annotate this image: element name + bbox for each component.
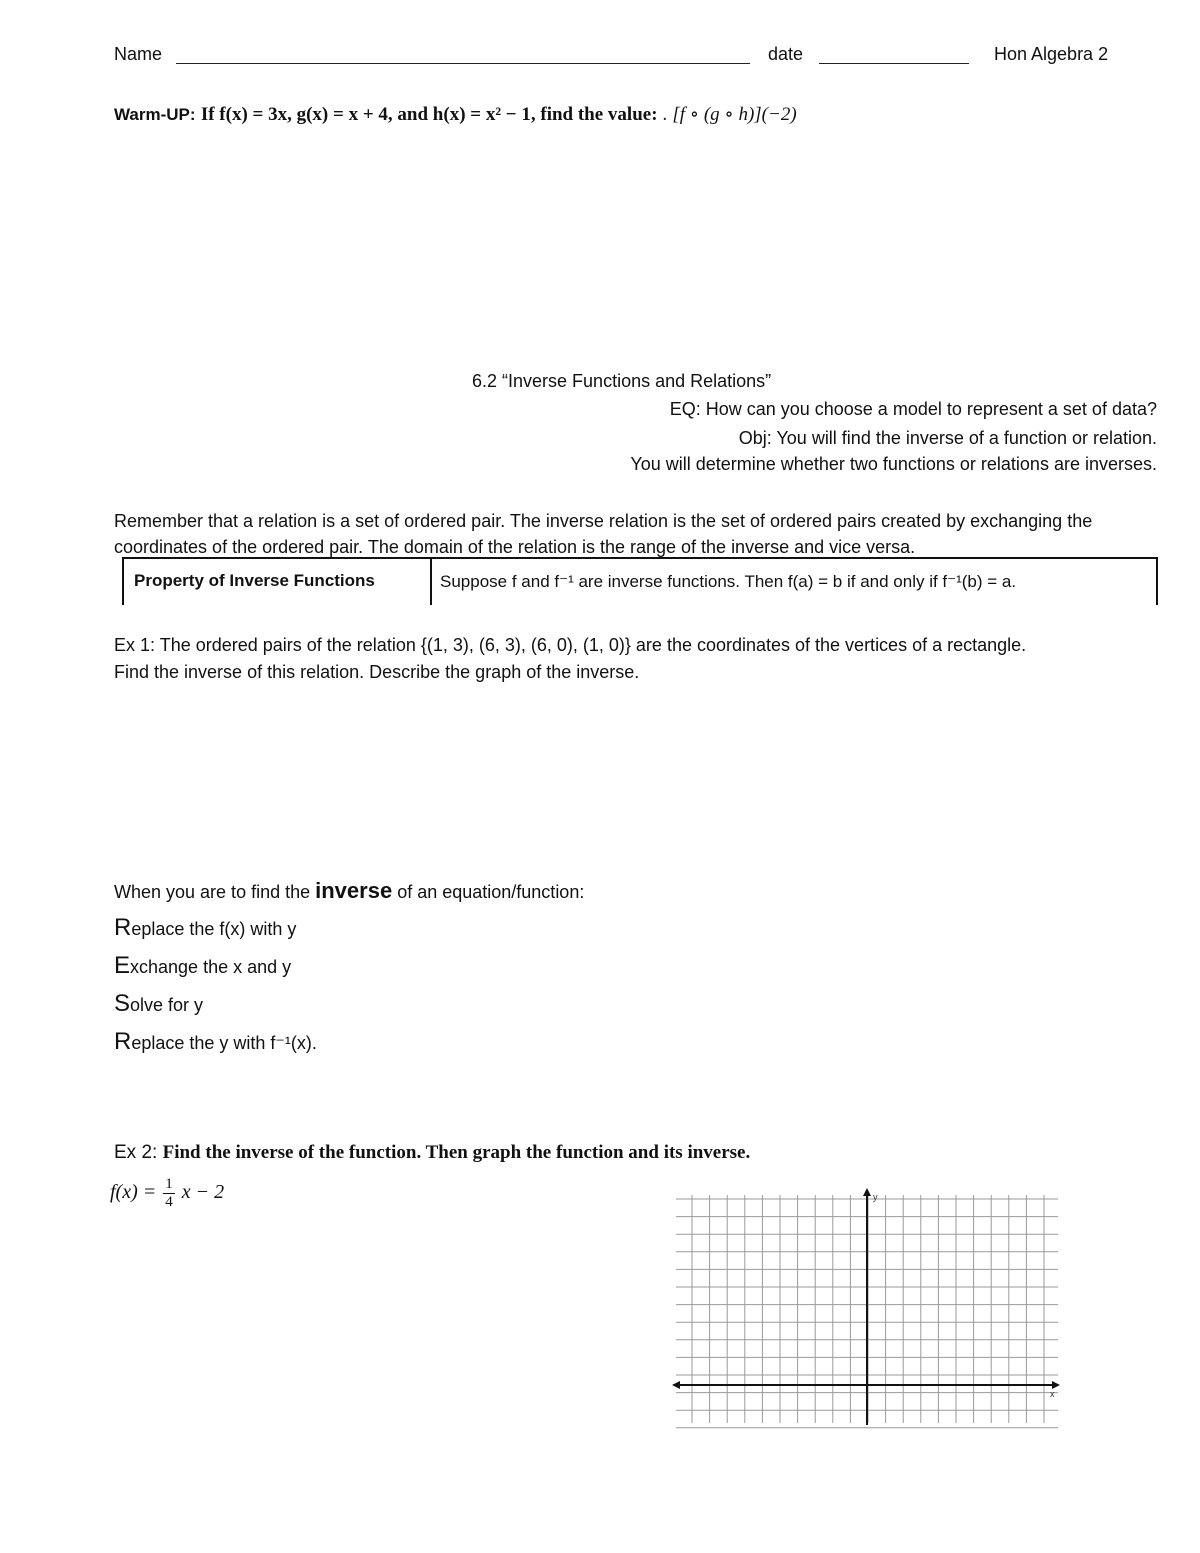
step-cap: S xyxy=(114,990,131,1017)
y-axis-label: y xyxy=(873,1192,878,1202)
warmup-label: Warm-UP: xyxy=(114,105,196,124)
header xyxy=(114,44,1124,68)
example-2-label: Ex 2: xyxy=(114,1142,158,1163)
example-1-line-2: Find the inverse of this relation. Describe the graph of the inverse. xyxy=(114,662,640,682)
step-solve xyxy=(114,990,203,1018)
x-axis-arrow-right xyxy=(1052,1381,1060,1389)
property-title-cell xyxy=(122,559,432,605)
name-label: Name xyxy=(114,44,163,64)
fraction xyxy=(163,1176,175,1211)
course-title: Hon Algebra 2 xyxy=(994,44,1109,64)
x-axis-arrow-left xyxy=(672,1381,680,1389)
property-body-cell xyxy=(430,559,1158,605)
example-1-line-1: Ex 1: The ordered pairs of the relation {(1, 3), (6, 3), (6, 0), (1, 0)} are the coordinates of the vertices of a rectangle. xyxy=(114,635,1027,655)
property-table xyxy=(122,557,1158,605)
step-text: olve for y xyxy=(130,995,204,1015)
relation-definition: Remember that a relation is a set of ordered pair. The inverse relation is the set of ordered pairs created by exchanging the coordinates of the ordered pair. The domain of the relation is the range of the inverse and vice versa. xyxy=(114,511,1093,557)
y-axis-arrow-up xyxy=(863,1188,871,1196)
date-label: date xyxy=(768,44,804,64)
objective-2: You will determine whether two functions or relations are inverses. xyxy=(630,454,1157,474)
step-replace-inverse xyxy=(114,1028,317,1056)
step-exchange xyxy=(114,952,291,980)
warmup-problem xyxy=(114,103,797,126)
coordinate-grid[interactable] xyxy=(668,1185,1068,1430)
steps-intro-post: of an equation/function: xyxy=(392,882,585,902)
fraction-denominator: 4 xyxy=(165,1194,173,1210)
function-lhs: f(x) = xyxy=(110,1181,157,1204)
warmup-expression: . [f ∘ (g ∘ h)](−2) xyxy=(662,104,797,125)
step-cap: R xyxy=(114,914,132,941)
steps-intro-pre: When you are to find the xyxy=(114,882,316,902)
function-rhs: x − 2 xyxy=(181,1181,225,1204)
step-text: eplace the f(x) with y xyxy=(131,919,297,939)
property-title: Property of Inverse Functions xyxy=(134,571,375,590)
step-text: eplace the y with f⁻¹(x). xyxy=(131,1033,317,1053)
step-replace xyxy=(114,914,296,942)
fraction-numerator: 1 xyxy=(165,1176,173,1192)
name-blank[interactable] xyxy=(176,62,750,64)
step-cap: E xyxy=(114,952,131,979)
example-2-function xyxy=(110,1176,224,1211)
steps-intro xyxy=(114,878,584,904)
warmup-text: If f(x) = 3x, g(x) = x + 4, and h(x) = x² − 1, find the value: xyxy=(200,104,658,125)
step-text: xchange the x and y xyxy=(130,957,292,977)
date-blank[interactable] xyxy=(819,62,969,64)
step-cap: R xyxy=(114,1028,132,1055)
example-2-question: Find the inverse of the function. Then graph the function and its inverse. xyxy=(162,1142,751,1163)
example-2 xyxy=(114,1142,750,1164)
x-axis-label: x xyxy=(1050,1389,1055,1399)
essential-question: EQ: How can you choose a model to represent a set of data? xyxy=(669,399,1157,419)
lesson-title: 6.2 “Inverse Functions and Relations” xyxy=(472,371,772,391)
property-body: Suppose f and f⁻¹ are inverse functions. Then f(a) = b if and only if f⁻¹(b) = a. xyxy=(440,572,1017,591)
steps-intro-bold: inverse xyxy=(315,878,393,903)
objective-1: Obj: You will find the inverse of a function or relation. xyxy=(738,428,1157,448)
example-1 xyxy=(114,632,1174,686)
